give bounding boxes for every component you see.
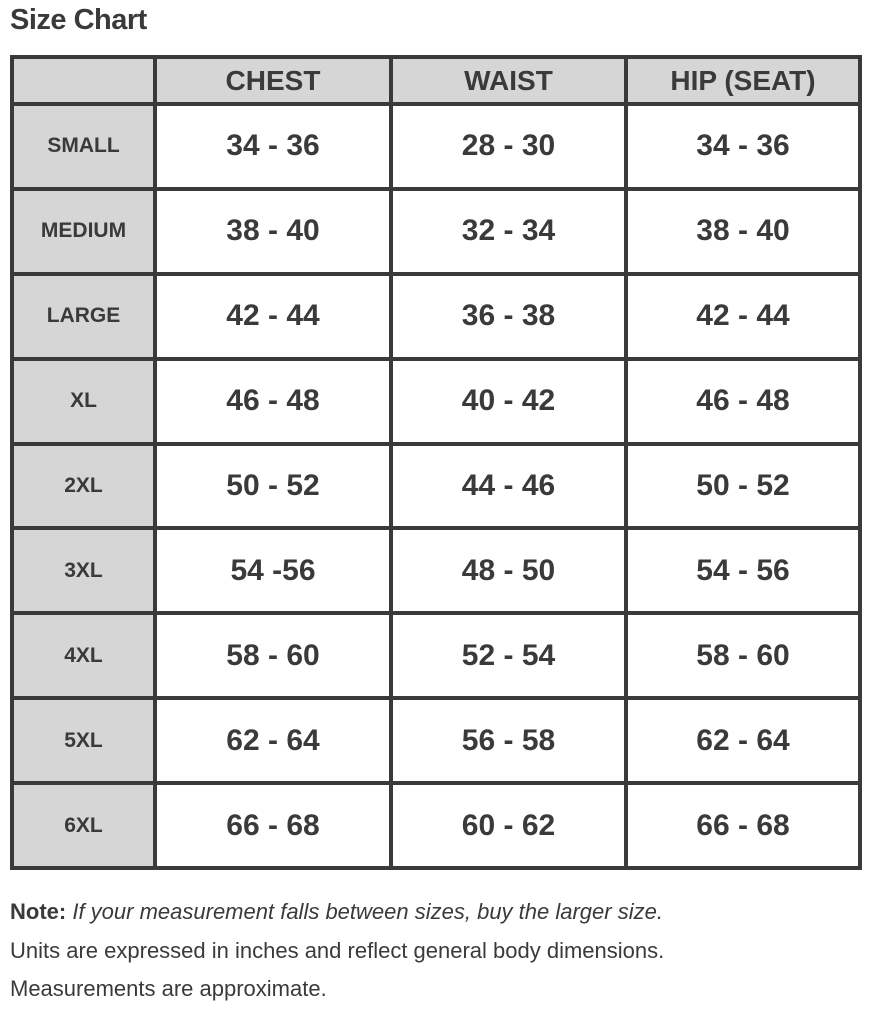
table-row [12, 783, 860, 868]
size-label: 4XL [12, 613, 155, 698]
waist-cell: 56 - 58 [391, 698, 626, 783]
units-note: Units are expressed in inches and reflect general body dimensions. [10, 937, 665, 963]
size-label: XL [12, 359, 155, 444]
table-row [12, 698, 860, 783]
table-row [12, 613, 860, 698]
chest-cell: 50 - 52 [155, 444, 391, 529]
waist-cell: 60 - 62 [391, 783, 626, 868]
hip-cell: 42 - 44 [626, 274, 860, 359]
waist-cell: 48 - 50 [391, 528, 626, 613]
size-label: LARGE [12, 274, 155, 359]
hip-cell: 58 - 60 [626, 613, 860, 698]
size-label: 3XL [12, 528, 155, 613]
table-row [12, 104, 860, 189]
notes-section [10, 893, 860, 1009]
waist-cell: 28 - 30 [391, 104, 626, 189]
chest-cell: 38 - 40 [155, 189, 391, 274]
size-label: 2XL [12, 444, 155, 529]
hip-cell: 46 - 48 [626, 359, 860, 444]
waist-cell: 44 - 46 [391, 444, 626, 529]
table-row [12, 274, 860, 359]
chest-cell: 34 - 36 [155, 104, 391, 189]
hip-cell: 38 - 40 [626, 189, 860, 274]
hip-cell: 62 - 64 [626, 698, 860, 783]
size-chart-table [10, 55, 862, 870]
corner-cell [12, 57, 155, 104]
waist-cell: 40 - 42 [391, 359, 626, 444]
note-label: Note: [10, 899, 67, 924]
hip-cell: 66 - 68 [626, 783, 860, 868]
chest-cell: 66 - 68 [155, 783, 391, 868]
waist-cell: 36 - 38 [391, 274, 626, 359]
table-row [12, 359, 860, 444]
waist-cell: 52 - 54 [391, 613, 626, 698]
approximate-note: Measurements are approximate. [10, 976, 327, 1001]
table-row [12, 528, 860, 613]
hip-cell: 54 - 56 [626, 528, 860, 613]
hip-cell: 34 - 36 [626, 104, 860, 189]
header-row [12, 57, 860, 104]
size-label: MEDIUM [12, 189, 155, 274]
column-header-hip: HIP (SEAT) [626, 57, 860, 104]
note-italic-text: If your measurement falls between sizes, buy the larger size. [72, 899, 663, 924]
chest-cell: 46 - 48 [155, 359, 391, 444]
size-label: 5XL [12, 698, 155, 783]
chest-cell: 54 -56 [155, 528, 391, 613]
size-label: 6XL [12, 783, 155, 868]
size-label: SMALL [12, 104, 155, 189]
chest-cell: 42 - 44 [155, 274, 391, 359]
page-title: Size Chart [10, 4, 147, 36]
waist-cell: 32 - 34 [391, 189, 626, 274]
hip-cell: 50 - 52 [626, 444, 860, 529]
note-line [10, 893, 860, 932]
column-header-chest: CHEST [155, 57, 391, 104]
column-header-waist: WAIST [391, 57, 626, 104]
chest-cell: 58 - 60 [155, 613, 391, 698]
table-row [12, 189, 860, 274]
table-row [12, 444, 860, 529]
chest-cell: 62 - 64 [155, 698, 391, 783]
